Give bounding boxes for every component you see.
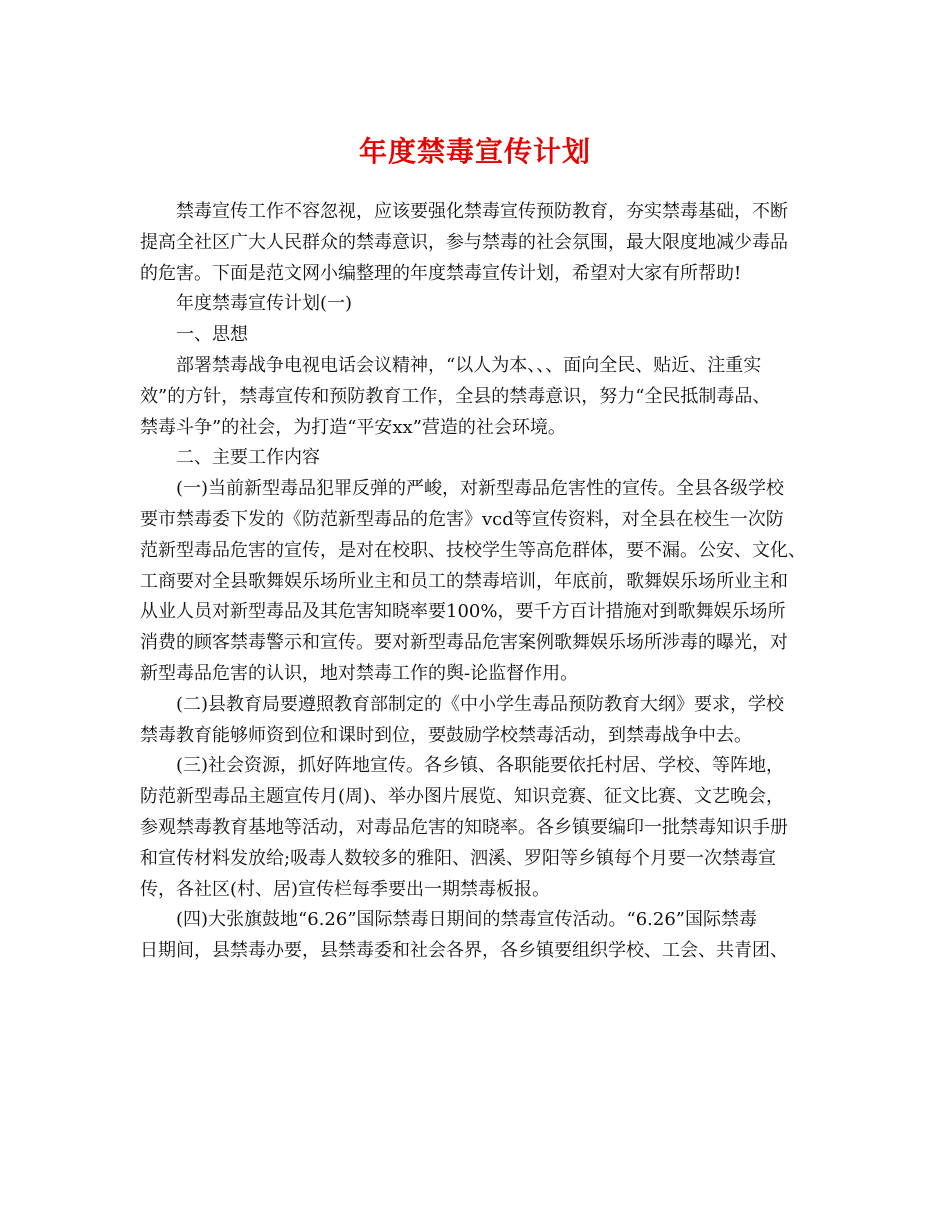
text-line: 一、思想 bbox=[176, 324, 248, 346]
text-line: 新型毒品危害的认识，地对禁毒工作的舆-论监督作用。 bbox=[140, 662, 579, 684]
text-line: 工商要对全县歌舞娱乐场所业主和员工的禁毒培训，年底前，歌舞娱乐场所业主和 bbox=[140, 570, 788, 592]
text-line: 二、主要工作内容 bbox=[176, 447, 320, 469]
text-line: 的危害。下面是范文网小编整理的年度禁毒宣传计划，希望对大家有所帮助! bbox=[140, 262, 742, 284]
text-line: (三)社会资源，抓好阵地宣传。各乡镇、各职能要依托村居、学校、等阵地， bbox=[176, 755, 785, 777]
text-line: (四)大张旗鼓地“6.26”国际禁毒日期间的禁毒宣传活动。“6.26”国际禁毒 bbox=[176, 909, 758, 931]
text-line: 参观禁毒教育基地等活动，对毒品危害的知晓率。各乡镇要编印一批禁毒知识手册 bbox=[140, 816, 788, 838]
text-line: 从业人员对新型毒品及其危害知晓率要100%，要千方百计措施对到歌舞娱乐场所 bbox=[140, 601, 786, 623]
text-line: (二)县教育局要遵照教育部制定的《中小学生毒品预防教育大纲》要求，学校 bbox=[176, 693, 785, 715]
text-line: 要市禁毒委下发的《防范新型毒品的危害》vcd等宣传资料，对全县在校生一次防 bbox=[140, 508, 784, 530]
text-line: 禁毒教育能够师资到位和课时到位，要鼓励学校禁毒活动，到禁毒战争中去。 bbox=[140, 724, 752, 746]
text-line: 禁毒宣传工作不容忽视，应该要强化禁毒宣传预防教育，夯实禁毒基础，不断 bbox=[176, 201, 788, 222]
text-line: 提高全社区广大人民群众的禁毒意识，参与禁毒的社会氛围，最大限度地减少毒品 bbox=[140, 231, 788, 253]
text-line: 效”的方针，禁毒宣传和预防教育工作，全县的禁毒意识，努力“全民抵制毒品、 bbox=[140, 385, 771, 407]
text-line: 范新型毒品危害的宣传，是对在校职、技校学生等高危群体，要不漏。公安、文化、 bbox=[140, 539, 806, 561]
text-line: 传，各社区(村、居)宣传栏每季要出一期禁毒板报。 bbox=[140, 878, 551, 900]
text-line: 年度禁毒宣传计划(一) bbox=[176, 293, 353, 315]
text-line: 部署禁毒战争电视电话会议精神，“以人为本、、、面向全民、贴近、注重实 bbox=[176, 354, 762, 376]
text-line: (一)当前新型毒品犯罪反弹的严峻，对新型毒品危害性的宣传。全县各级学校 bbox=[176, 478, 785, 500]
text-line: 禁毒斗争”的社会，为打造“平安xx”营造的社会环境。 bbox=[140, 416, 566, 438]
document-title: 年度禁毒宣传计划 bbox=[358, 135, 591, 168]
text-line: 防范新型毒品主题宣传月(周)、举办图片展览、知识竞赛、征文比赛、文艺晚会， bbox=[140, 786, 785, 808]
text-line: 消费的顾客禁毒警示和宣传。要对新型毒品危害案例歌舞娱乐场所涉毒的曝光，对 bbox=[140, 632, 788, 654]
text-line: 和宣传材料发放给;吸毒人数较多的雅阳、泗溪、罗阳等乡镇每个月要一次禁毒宣 bbox=[140, 847, 777, 869]
text-line: 日期间，县禁毒办要，县禁毒委和社会各界，各乡镇要组织学校、工会、共青团、 bbox=[140, 940, 788, 962]
document-body bbox=[140, 197, 830, 967]
